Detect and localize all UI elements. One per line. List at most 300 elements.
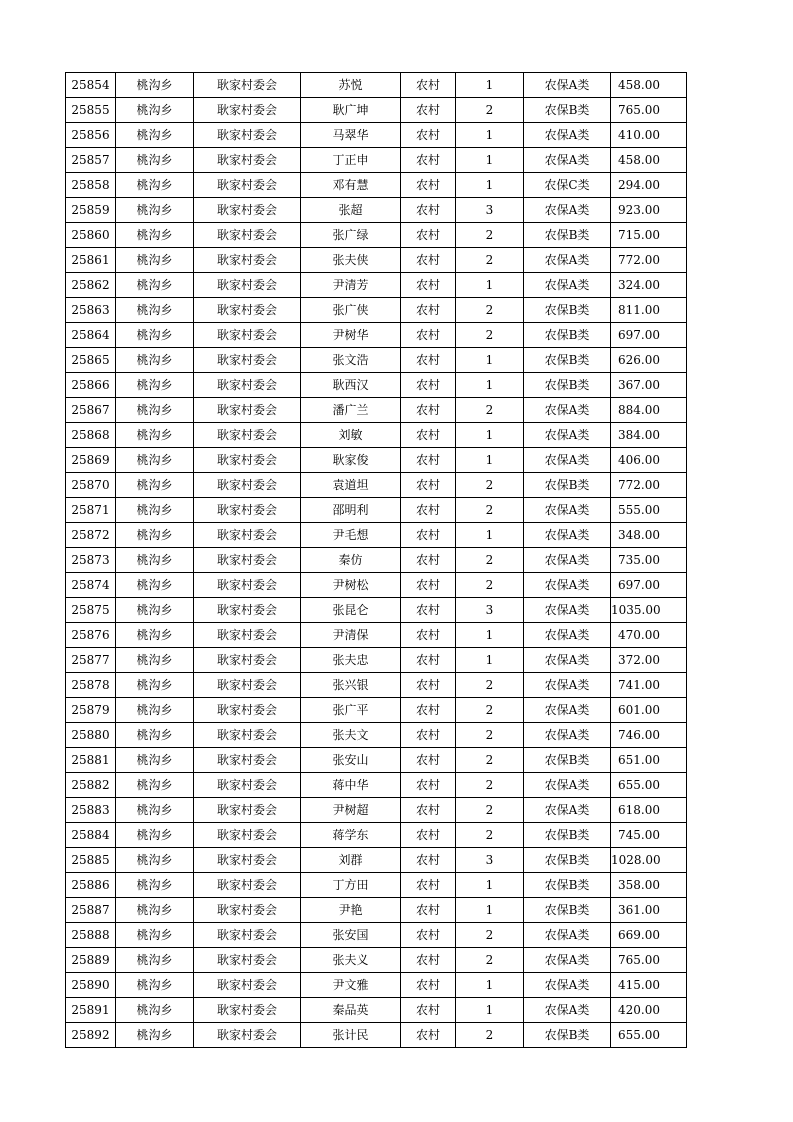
table-cell-type: 农村 bbox=[401, 298, 456, 323]
table-cell-committee: 耿家村委会 bbox=[194, 223, 301, 248]
table-cell-name: 耿西汉 bbox=[301, 373, 401, 398]
table-cell-count: 2 bbox=[456, 473, 524, 498]
table-cell-amount: 458.00 bbox=[611, 73, 687, 98]
table-cell-amount: 415.00 bbox=[611, 973, 687, 998]
table-row bbox=[66, 848, 687, 873]
table-cell-category: 农保A类 bbox=[524, 973, 611, 998]
table-cell-count: 2 bbox=[456, 798, 524, 823]
table-cell-category: 农保A类 bbox=[524, 248, 611, 273]
table-cell-category: 农保A类 bbox=[524, 73, 611, 98]
table-cell-township: 桃沟乡 bbox=[116, 123, 194, 148]
table-cell-category: 农保A类 bbox=[524, 673, 611, 698]
table-cell-amount: 715.00 bbox=[611, 223, 687, 248]
table-row bbox=[66, 248, 687, 273]
table-row bbox=[66, 348, 687, 373]
table-cell-township: 桃沟乡 bbox=[116, 973, 194, 998]
table-cell-type: 农村 bbox=[401, 723, 456, 748]
table-cell-township: 桃沟乡 bbox=[116, 698, 194, 723]
table-body bbox=[66, 73, 687, 1048]
table-cell-name: 尹树华 bbox=[301, 323, 401, 348]
table-cell-id: 25888 bbox=[66, 923, 116, 948]
table-cell-committee: 耿家村委会 bbox=[194, 1023, 301, 1048]
table-cell-name: 张超 bbox=[301, 198, 401, 223]
table-cell-name: 秦仿 bbox=[301, 548, 401, 573]
table-cell-township: 桃沟乡 bbox=[116, 473, 194, 498]
table-cell-id: 25879 bbox=[66, 698, 116, 723]
table-cell-category: 农保A类 bbox=[524, 148, 611, 173]
table-row bbox=[66, 298, 687, 323]
table-cell-id: 25856 bbox=[66, 123, 116, 148]
table-cell-committee: 耿家村委会 bbox=[194, 398, 301, 423]
table-cell-name: 耿广坤 bbox=[301, 98, 401, 123]
table-cell-count: 1 bbox=[456, 148, 524, 173]
table-cell-type: 农村 bbox=[401, 998, 456, 1023]
table-cell-id: 25881 bbox=[66, 748, 116, 773]
table-cell-name: 尹艳 bbox=[301, 898, 401, 923]
table-cell-count: 2 bbox=[456, 298, 524, 323]
table-cell-category: 农保A类 bbox=[524, 423, 611, 448]
table-cell-committee: 耿家村委会 bbox=[194, 698, 301, 723]
table-cell-count: 2 bbox=[456, 923, 524, 948]
table-row bbox=[66, 273, 687, 298]
table-cell-id: 25858 bbox=[66, 173, 116, 198]
table-row bbox=[66, 573, 687, 598]
table-cell-amount: 697.00 bbox=[611, 323, 687, 348]
table-cell-count: 1 bbox=[456, 648, 524, 673]
table-cell-id: 25878 bbox=[66, 673, 116, 698]
table-cell-township: 桃沟乡 bbox=[116, 498, 194, 523]
table-cell-type: 农村 bbox=[401, 98, 456, 123]
table-cell-category: 农保B类 bbox=[524, 873, 611, 898]
table-cell-township: 桃沟乡 bbox=[116, 823, 194, 848]
table-row bbox=[66, 323, 687, 348]
table-cell-category: 农保A类 bbox=[524, 523, 611, 548]
table-cell-count: 2 bbox=[456, 223, 524, 248]
table-cell-amount: 884.00 bbox=[611, 398, 687, 423]
table-cell-amount: 923.00 bbox=[611, 198, 687, 223]
table-row bbox=[66, 973, 687, 998]
table-cell-id: 25884 bbox=[66, 823, 116, 848]
table-cell-township: 桃沟乡 bbox=[116, 773, 194, 798]
table-cell-category: 农保A类 bbox=[524, 948, 611, 973]
table-cell-name: 尹树超 bbox=[301, 798, 401, 823]
table-cell-id: 25859 bbox=[66, 198, 116, 223]
table-cell-id: 25861 bbox=[66, 248, 116, 273]
table-cell-committee: 耿家村委会 bbox=[194, 373, 301, 398]
table-cell-count: 1 bbox=[456, 998, 524, 1023]
table-cell-type: 农村 bbox=[401, 73, 456, 98]
table-cell-name: 张广侠 bbox=[301, 298, 401, 323]
table-cell-township: 桃沟乡 bbox=[116, 523, 194, 548]
table-cell-id: 25882 bbox=[66, 773, 116, 798]
table-cell-amount: 697.00 bbox=[611, 573, 687, 598]
roster-table bbox=[65, 72, 687, 1048]
table-cell-type: 农村 bbox=[401, 698, 456, 723]
table-cell-count: 1 bbox=[456, 348, 524, 373]
table-cell-committee: 耿家村委会 bbox=[194, 148, 301, 173]
table-cell-name: 张安山 bbox=[301, 748, 401, 773]
table-cell-category: 农保C类 bbox=[524, 173, 611, 198]
table-cell-name: 张夫侠 bbox=[301, 248, 401, 273]
table-cell-name: 张广绿 bbox=[301, 223, 401, 248]
table-row bbox=[66, 948, 687, 973]
table-row bbox=[66, 923, 687, 948]
table-cell-amount: 406.00 bbox=[611, 448, 687, 473]
table-cell-category: 农保A类 bbox=[524, 123, 611, 148]
table-cell-amount: 1028.00 bbox=[611, 848, 687, 873]
table-cell-township: 桃沟乡 bbox=[116, 623, 194, 648]
table-cell-category: 农保B类 bbox=[524, 223, 611, 248]
table-cell-amount: 324.00 bbox=[611, 273, 687, 298]
table-cell-committee: 耿家村委会 bbox=[194, 798, 301, 823]
table-cell-name: 马翠华 bbox=[301, 123, 401, 148]
table-cell-name: 耿家俊 bbox=[301, 448, 401, 473]
table-cell-count: 2 bbox=[456, 773, 524, 798]
table-cell-amount: 626.00 bbox=[611, 348, 687, 373]
table-cell-committee: 耿家村委会 bbox=[194, 198, 301, 223]
table-row bbox=[66, 498, 687, 523]
table-cell-count: 2 bbox=[456, 1023, 524, 1048]
table-cell-category: 农保B类 bbox=[524, 98, 611, 123]
table-cell-committee: 耿家村委会 bbox=[194, 73, 301, 98]
table-cell-committee: 耿家村委会 bbox=[194, 548, 301, 573]
table-cell-committee: 耿家村委会 bbox=[194, 898, 301, 923]
table-cell-type: 农村 bbox=[401, 798, 456, 823]
table-cell-id: 25892 bbox=[66, 1023, 116, 1048]
table-row bbox=[66, 873, 687, 898]
table-cell-amount: 420.00 bbox=[611, 998, 687, 1023]
table-cell-id: 25873 bbox=[66, 548, 116, 573]
table-cell-id: 25868 bbox=[66, 423, 116, 448]
table-cell-category: 农保B类 bbox=[524, 373, 611, 398]
table-cell-name: 张计民 bbox=[301, 1023, 401, 1048]
table-cell-id: 25871 bbox=[66, 498, 116, 523]
table-cell-category: 农保B类 bbox=[524, 473, 611, 498]
table-cell-township: 桃沟乡 bbox=[116, 648, 194, 673]
table-cell-category: 农保A类 bbox=[524, 598, 611, 623]
table-cell-amount: 458.00 bbox=[611, 148, 687, 173]
table-row bbox=[66, 173, 687, 198]
table-cell-township: 桃沟乡 bbox=[116, 423, 194, 448]
table-cell-name: 张文浩 bbox=[301, 348, 401, 373]
table-row bbox=[66, 823, 687, 848]
table-cell-id: 25867 bbox=[66, 398, 116, 423]
table-cell-category: 农保A类 bbox=[524, 273, 611, 298]
table-cell-type: 农村 bbox=[401, 548, 456, 573]
table-cell-committee: 耿家村委会 bbox=[194, 98, 301, 123]
table-cell-name: 蒋学东 bbox=[301, 823, 401, 848]
table-cell-committee: 耿家村委会 bbox=[194, 873, 301, 898]
table-row bbox=[66, 523, 687, 548]
table-cell-count: 2 bbox=[456, 498, 524, 523]
table-cell-committee: 耿家村委会 bbox=[194, 823, 301, 848]
table-cell-township: 桃沟乡 bbox=[116, 198, 194, 223]
table-row bbox=[66, 198, 687, 223]
table-cell-township: 桃沟乡 bbox=[116, 798, 194, 823]
table-cell-id: 25860 bbox=[66, 223, 116, 248]
table-cell-amount: 746.00 bbox=[611, 723, 687, 748]
table-cell-committee: 耿家村委会 bbox=[194, 673, 301, 698]
table-cell-committee: 耿家村委会 bbox=[194, 723, 301, 748]
table-cell-id: 25855 bbox=[66, 98, 116, 123]
table-cell-category: 农保A类 bbox=[524, 573, 611, 598]
table-cell-amount: 361.00 bbox=[611, 898, 687, 923]
table-row bbox=[66, 473, 687, 498]
table-cell-name: 刘敏 bbox=[301, 423, 401, 448]
table-cell-type: 农村 bbox=[401, 198, 456, 223]
table-cell-committee: 耿家村委会 bbox=[194, 173, 301, 198]
table-cell-name: 丁正申 bbox=[301, 148, 401, 173]
table-row bbox=[66, 373, 687, 398]
table-cell-type: 农村 bbox=[401, 598, 456, 623]
table-cell-count: 1 bbox=[456, 273, 524, 298]
table-cell-name: 秦品英 bbox=[301, 998, 401, 1023]
table-cell-amount: 618.00 bbox=[611, 798, 687, 823]
table-cell-committee: 耿家村委会 bbox=[194, 298, 301, 323]
table-cell-committee: 耿家村委会 bbox=[194, 423, 301, 448]
table-cell-category: 农保A类 bbox=[524, 923, 611, 948]
table-row bbox=[66, 73, 687, 98]
table-cell-name: 张夫忠 bbox=[301, 648, 401, 673]
table-cell-type: 农村 bbox=[401, 423, 456, 448]
table-cell-type: 农村 bbox=[401, 673, 456, 698]
table-cell-type: 农村 bbox=[401, 123, 456, 148]
table-cell-id: 25887 bbox=[66, 898, 116, 923]
table-cell-count: 3 bbox=[456, 848, 524, 873]
table-cell-type: 农村 bbox=[401, 773, 456, 798]
table-cell-amount: 384.00 bbox=[611, 423, 687, 448]
table-cell-category: 农保A类 bbox=[524, 773, 611, 798]
table-cell-id: 25875 bbox=[66, 598, 116, 623]
table-cell-count: 1 bbox=[456, 73, 524, 98]
table-cell-type: 农村 bbox=[401, 923, 456, 948]
table-cell-name: 邵明利 bbox=[301, 498, 401, 523]
table-row bbox=[66, 123, 687, 148]
table-cell-category: 农保A类 bbox=[524, 698, 611, 723]
table-cell-count: 1 bbox=[456, 373, 524, 398]
table-cell-count: 1 bbox=[456, 448, 524, 473]
table-cell-type: 农村 bbox=[401, 248, 456, 273]
table-cell-township: 桃沟乡 bbox=[116, 748, 194, 773]
table-cell-category: 农保B类 bbox=[524, 823, 611, 848]
table-cell-township: 桃沟乡 bbox=[116, 548, 194, 573]
table-cell-count: 1 bbox=[456, 898, 524, 923]
table-cell-category: 农保A类 bbox=[524, 723, 611, 748]
table-cell-township: 桃沟乡 bbox=[116, 173, 194, 198]
table-cell-committee: 耿家村委会 bbox=[194, 448, 301, 473]
table-row bbox=[66, 1023, 687, 1048]
table-row bbox=[66, 623, 687, 648]
table-cell-id: 25880 bbox=[66, 723, 116, 748]
table-cell-amount: 372.00 bbox=[611, 648, 687, 673]
table-cell-township: 桃沟乡 bbox=[116, 373, 194, 398]
table-cell-type: 农村 bbox=[401, 373, 456, 398]
table-cell-type: 农村 bbox=[401, 898, 456, 923]
table-cell-amount: 1035.00 bbox=[611, 598, 687, 623]
table-cell-category: 农保A类 bbox=[524, 798, 611, 823]
table-row bbox=[66, 548, 687, 573]
table-cell-committee: 耿家村委会 bbox=[194, 498, 301, 523]
table-cell-committee: 耿家村委会 bbox=[194, 598, 301, 623]
table-cell-amount: 772.00 bbox=[611, 248, 687, 273]
table-cell-count: 1 bbox=[456, 873, 524, 898]
table-cell-amount: 651.00 bbox=[611, 748, 687, 773]
table-cell-township: 桃沟乡 bbox=[116, 148, 194, 173]
table-cell-category: 农保A类 bbox=[524, 198, 611, 223]
table-cell-township: 桃沟乡 bbox=[116, 898, 194, 923]
table-cell-township: 桃沟乡 bbox=[116, 73, 194, 98]
table-cell-type: 农村 bbox=[401, 823, 456, 848]
table-cell-amount: 470.00 bbox=[611, 623, 687, 648]
table-cell-committee: 耿家村委会 bbox=[194, 573, 301, 598]
table-cell-township: 桃沟乡 bbox=[116, 273, 194, 298]
table-cell-amount: 765.00 bbox=[611, 948, 687, 973]
table-cell-amount: 655.00 bbox=[611, 1023, 687, 1048]
table-row bbox=[66, 423, 687, 448]
table-cell-id: 25885 bbox=[66, 848, 116, 873]
table-cell-township: 桃沟乡 bbox=[116, 323, 194, 348]
table-cell-township: 桃沟乡 bbox=[116, 723, 194, 748]
table-cell-count: 2 bbox=[456, 823, 524, 848]
table-row bbox=[66, 773, 687, 798]
table-cell-type: 农村 bbox=[401, 498, 456, 523]
table-cell-committee: 耿家村委会 bbox=[194, 923, 301, 948]
table-cell-count: 2 bbox=[456, 98, 524, 123]
table-cell-name: 尹毛想 bbox=[301, 523, 401, 548]
table-cell-township: 桃沟乡 bbox=[116, 223, 194, 248]
table-cell-count: 2 bbox=[456, 548, 524, 573]
table-cell-amount: 655.00 bbox=[611, 773, 687, 798]
table-cell-type: 农村 bbox=[401, 323, 456, 348]
table-cell-category: 农保A类 bbox=[524, 623, 611, 648]
table-cell-name: 尹清保 bbox=[301, 623, 401, 648]
table-row bbox=[66, 398, 687, 423]
table-cell-type: 农村 bbox=[401, 398, 456, 423]
table-cell-type: 农村 bbox=[401, 973, 456, 998]
table-cell-id: 25865 bbox=[66, 348, 116, 373]
table-cell-township: 桃沟乡 bbox=[116, 348, 194, 373]
table-cell-id: 25854 bbox=[66, 73, 116, 98]
table-cell-id: 25866 bbox=[66, 373, 116, 398]
table-cell-count: 1 bbox=[456, 173, 524, 198]
table-cell-township: 桃沟乡 bbox=[116, 398, 194, 423]
table-cell-committee: 耿家村委会 bbox=[194, 523, 301, 548]
table-row bbox=[66, 648, 687, 673]
table-row bbox=[66, 223, 687, 248]
table-cell-category: 农保B类 bbox=[524, 748, 611, 773]
table-cell-amount: 410.00 bbox=[611, 123, 687, 148]
table-cell-type: 农村 bbox=[401, 848, 456, 873]
table-cell-committee: 耿家村委会 bbox=[194, 973, 301, 998]
table-row bbox=[66, 998, 687, 1023]
table-cell-amount: 735.00 bbox=[611, 548, 687, 573]
table-cell-category: 农保B类 bbox=[524, 298, 611, 323]
table-cell-township: 桃沟乡 bbox=[116, 598, 194, 623]
table-cell-type: 农村 bbox=[401, 223, 456, 248]
table-cell-id: 25886 bbox=[66, 873, 116, 898]
table-cell-type: 农村 bbox=[401, 623, 456, 648]
table-cell-count: 2 bbox=[456, 748, 524, 773]
table-cell-committee: 耿家村委会 bbox=[194, 248, 301, 273]
table-cell-name: 尹树松 bbox=[301, 573, 401, 598]
table-cell-category: 农保B类 bbox=[524, 1023, 611, 1048]
table-row bbox=[66, 598, 687, 623]
table-cell-township: 桃沟乡 bbox=[116, 448, 194, 473]
table-cell-id: 25883 bbox=[66, 798, 116, 823]
table-cell-name: 张广平 bbox=[301, 698, 401, 723]
table-cell-type: 农村 bbox=[401, 523, 456, 548]
table-cell-category: 农保A类 bbox=[524, 648, 611, 673]
table-cell-count: 2 bbox=[456, 248, 524, 273]
table-cell-type: 农村 bbox=[401, 348, 456, 373]
table-cell-amount: 348.00 bbox=[611, 523, 687, 548]
table-cell-name: 蒋中华 bbox=[301, 773, 401, 798]
table-cell-committee: 耿家村委会 bbox=[194, 273, 301, 298]
table-cell-name: 邓有慧 bbox=[301, 173, 401, 198]
table-cell-township: 桃沟乡 bbox=[116, 873, 194, 898]
table-cell-type: 农村 bbox=[401, 648, 456, 673]
table-row bbox=[66, 98, 687, 123]
table-cell-id: 25862 bbox=[66, 273, 116, 298]
table-cell-township: 桃沟乡 bbox=[116, 673, 194, 698]
table-cell-committee: 耿家村委会 bbox=[194, 623, 301, 648]
table-cell-count: 2 bbox=[456, 673, 524, 698]
table-cell-name: 苏悦 bbox=[301, 73, 401, 98]
table-cell-township: 桃沟乡 bbox=[116, 248, 194, 273]
table-cell-township: 桃沟乡 bbox=[116, 98, 194, 123]
table-cell-count: 1 bbox=[456, 523, 524, 548]
table-cell-type: 农村 bbox=[401, 148, 456, 173]
table-cell-id: 25863 bbox=[66, 298, 116, 323]
table-cell-committee: 耿家村委会 bbox=[194, 348, 301, 373]
table-cell-amount: 741.00 bbox=[611, 673, 687, 698]
table-cell-township: 桃沟乡 bbox=[116, 1023, 194, 1048]
table-cell-count: 3 bbox=[456, 198, 524, 223]
table-cell-id: 25877 bbox=[66, 648, 116, 673]
table-cell-type: 农村 bbox=[401, 448, 456, 473]
table-cell-township: 桃沟乡 bbox=[116, 573, 194, 598]
table-cell-township: 桃沟乡 bbox=[116, 998, 194, 1023]
table-cell-type: 农村 bbox=[401, 473, 456, 498]
table-cell-amount: 745.00 bbox=[611, 823, 687, 848]
table-cell-type: 农村 bbox=[401, 1023, 456, 1048]
table-cell-name: 丁方田 bbox=[301, 873, 401, 898]
table-cell-committee: 耿家村委会 bbox=[194, 323, 301, 348]
table-cell-committee: 耿家村委会 bbox=[194, 748, 301, 773]
table-cell-id: 25857 bbox=[66, 148, 116, 173]
table-cell-name: 张兴银 bbox=[301, 673, 401, 698]
table-cell-committee: 耿家村委会 bbox=[194, 123, 301, 148]
table-cell-committee: 耿家村委会 bbox=[194, 648, 301, 673]
table-cell-id: 25874 bbox=[66, 573, 116, 598]
table-cell-name: 刘群 bbox=[301, 848, 401, 873]
table-row bbox=[66, 673, 687, 698]
table-cell-type: 农村 bbox=[401, 173, 456, 198]
table-cell-amount: 601.00 bbox=[611, 698, 687, 723]
table-cell-type: 农村 bbox=[401, 873, 456, 898]
table-cell-name: 潘广兰 bbox=[301, 398, 401, 423]
table-cell-committee: 耿家村委会 bbox=[194, 998, 301, 1023]
table-cell-township: 桃沟乡 bbox=[116, 948, 194, 973]
table-cell-category: 农保B类 bbox=[524, 848, 611, 873]
table-cell-township: 桃沟乡 bbox=[116, 848, 194, 873]
table-cell-amount: 367.00 bbox=[611, 373, 687, 398]
table-cell-amount: 358.00 bbox=[611, 873, 687, 898]
table-cell-name: 袁道坦 bbox=[301, 473, 401, 498]
table-cell-id: 25864 bbox=[66, 323, 116, 348]
table-cell-committee: 耿家村委会 bbox=[194, 848, 301, 873]
table-cell-amount: 669.00 bbox=[611, 923, 687, 948]
